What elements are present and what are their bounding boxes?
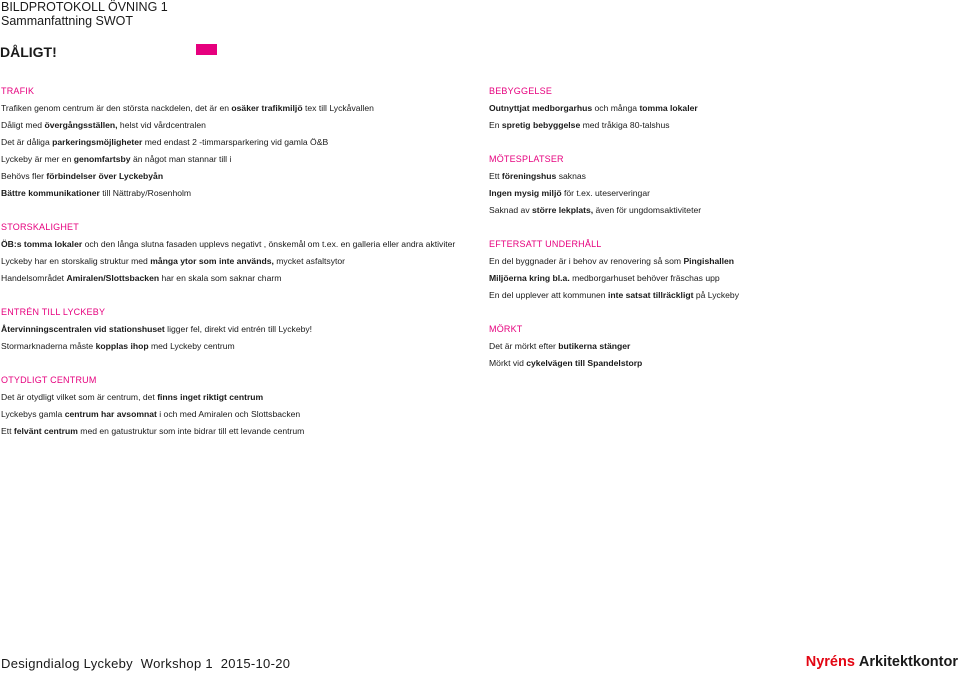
right-column (489, 83, 959, 372)
section-line (489, 253, 959, 270)
line-text: saknas (556, 171, 586, 181)
section-line (489, 185, 959, 202)
swot-section (1, 83, 471, 202)
line-text: Ett (1, 426, 14, 436)
line-text: Lyckeby har en storskalig struktur med (1, 256, 151, 266)
emphasis-text: inte satsat tillräckligt (607, 290, 694, 300)
line-text: med en gatustruktur som inte bidrar till ett levande centrum (77, 426, 305, 436)
swot-section (489, 83, 959, 134)
line-text: har en skala som saknar charm (159, 273, 282, 283)
emphasis-text: tomma lokaler (639, 103, 698, 113)
emphasis-text: kopplas ihop (95, 341, 149, 351)
line-text: tex till Lyckåvallen (302, 103, 374, 113)
section-gap (489, 304, 959, 321)
section-heading: OTYDLIGT CENTRUM (1, 375, 97, 385)
line-text: och många (592, 103, 640, 113)
section-line (489, 355, 959, 372)
section-line (1, 134, 471, 151)
line-text: Dåligt med (1, 120, 45, 130)
emphasis-text: Bättre kommunikationer (1, 188, 100, 198)
section-gap (489, 219, 959, 236)
line-text: medborgarhuset behöver fräschas upp (569, 273, 720, 283)
emphasis-text: större lekplats, (532, 205, 594, 215)
brand-suffix: Arkitektkontor (858, 654, 958, 670)
emphasis-text: Ingen mysig miljö (489, 188, 562, 198)
swot-section (489, 236, 959, 304)
line-text: En del byggnader är i behov av renovering så som (489, 256, 684, 266)
page-title: DÅLIGT! (0, 44, 57, 60)
line-text: Saknad av (489, 205, 532, 215)
line-text: Handelsområdet (1, 273, 67, 283)
section-line (1, 151, 471, 168)
line-text: och den långa slutna fasaden upplevs negativt , önskemål om t.ex. en galleria eller andra aktiviter (82, 239, 456, 249)
section-line (489, 338, 959, 355)
line-text: på Lyckeby (693, 290, 739, 300)
line-text: med Lyckeby centrum (148, 341, 235, 351)
line-text: ligger fel, direkt vid entrén till Lyckeby! (164, 324, 313, 334)
swot-section (1, 372, 471, 440)
section-line (489, 270, 959, 287)
line-text: En (489, 120, 502, 130)
section-gap (1, 202, 471, 219)
section-line (1, 236, 471, 253)
section-line (1, 389, 471, 406)
emphasis-text: osäker trafikmiljö (231, 103, 303, 113)
section-heading: MÖRKT (489, 324, 523, 334)
pink-marker (196, 44, 217, 55)
section-line (489, 168, 959, 185)
emphasis-text: centrum har avsomnat (64, 409, 157, 419)
section-line (489, 117, 959, 134)
line-text: Lyckeby är mer en (1, 154, 74, 164)
line-text: med tråkiga 80-talshus (580, 120, 670, 130)
brand-logo (806, 654, 958, 670)
emphasis-text: cykelvägen till Spandelstorp (526, 358, 643, 368)
section-line (1, 406, 471, 423)
brand-name: Nyréns (805, 654, 855, 670)
swot-section (1, 219, 471, 287)
section-gap (1, 287, 471, 304)
emphasis-text: ÖB:s tomma lokaler (1, 239, 83, 249)
section-line (1, 100, 471, 117)
section-line (1, 168, 471, 185)
emphasis-text: genomfartsby (73, 154, 131, 164)
emphasis-text: Outnyttjat medborgarhus (489, 103, 593, 113)
line-text: till Nättraby/Rosenholm (99, 188, 192, 198)
line-text: Lyckebys gamla (1, 409, 65, 419)
section-heading: EFTERSATT UNDERHÅLL (489, 239, 602, 249)
emphasis-text: finns inget riktigt centrum (157, 392, 264, 402)
line-text: Stormarknaderna måste (1, 341, 96, 351)
emphasis-text: spretig bebyggelse (501, 120, 581, 130)
section-heading: TRAFIK (1, 86, 35, 96)
line-text: med endast 2 -timmarsparkering vid gamla Ö&B (142, 137, 329, 147)
swot-section (489, 321, 959, 372)
line-text: för t.ex. uteserveringar (561, 188, 650, 198)
document-header (1, 0, 168, 28)
left-column (1, 83, 471, 440)
line-text: Det är otydligt vilket som är centrum, det (1, 392, 158, 402)
emphasis-text: parkeringsmöjligheter (52, 137, 143, 147)
swot-section (1, 304, 471, 355)
emphasis-text: Amiralen/Slottsbacken (66, 273, 160, 283)
emphasis-text: många ytor som inte används, (150, 256, 274, 266)
line-text: Det är mörkt efter (489, 341, 559, 351)
line-text: helst vid vårdcentralen (117, 120, 206, 130)
section-gap (489, 134, 959, 151)
section-line (1, 423, 471, 440)
swot-section (489, 151, 959, 219)
line-text: Det är dåliga (1, 137, 53, 147)
line-text: än något man stannar till i (130, 154, 232, 164)
section-line (1, 338, 471, 355)
protocol-title: BILDPROTOKOLL ÖVNING 1 (1, 0, 168, 14)
section-line (1, 185, 471, 202)
emphasis-text: Återvinningscentralen vid stationshuset (1, 324, 165, 334)
section-line (1, 253, 471, 270)
line-text: i och med Amiralen och Slottsbacken (156, 409, 301, 419)
section-heading: ENTRÉN TILL LYCKEBY (1, 307, 106, 317)
emphasis-text: förbindelser över Lyckebyån (46, 171, 164, 181)
emphasis-text: butikerna stänger (558, 341, 631, 351)
section-line (1, 117, 471, 134)
line-text: mycket asfaltsytor (273, 256, 346, 266)
section-line (489, 100, 959, 117)
line-text: Ett (489, 171, 502, 181)
section-line (489, 287, 959, 304)
section-line (1, 321, 471, 338)
emphasis-text: föreningshus (501, 171, 557, 181)
line-text: Trafiken genom centrum är den största nackdelen, det är en (1, 103, 232, 113)
emphasis-text: felvänt centrum (13, 426, 78, 436)
section-heading: MÖTESPLATSER (489, 154, 564, 164)
emphasis-text: Miljöerna kring bl.a. (489, 273, 570, 283)
section-heading: BEBYGGELSE (489, 86, 553, 96)
section-heading: STORSKALIGHET (1, 222, 79, 232)
line-text: En del upplever att kommunen (489, 290, 608, 300)
line-text: Behövs fler (1, 171, 47, 181)
footer-caption: Designdialog Lyckeby Workshop 1 2015-10-20 (1, 656, 291, 671)
emphasis-text: övergångsställen, (44, 120, 118, 130)
section-line (489, 202, 959, 219)
section-line (1, 270, 471, 287)
section-gap (1, 355, 471, 372)
line-text: även för ungdomsaktiviteter (593, 205, 702, 215)
protocol-subtitle: Sammanfattning SWOT (1, 14, 133, 28)
line-text: Mörkt vid (489, 358, 527, 368)
emphasis-text: Pingishallen (683, 256, 735, 266)
